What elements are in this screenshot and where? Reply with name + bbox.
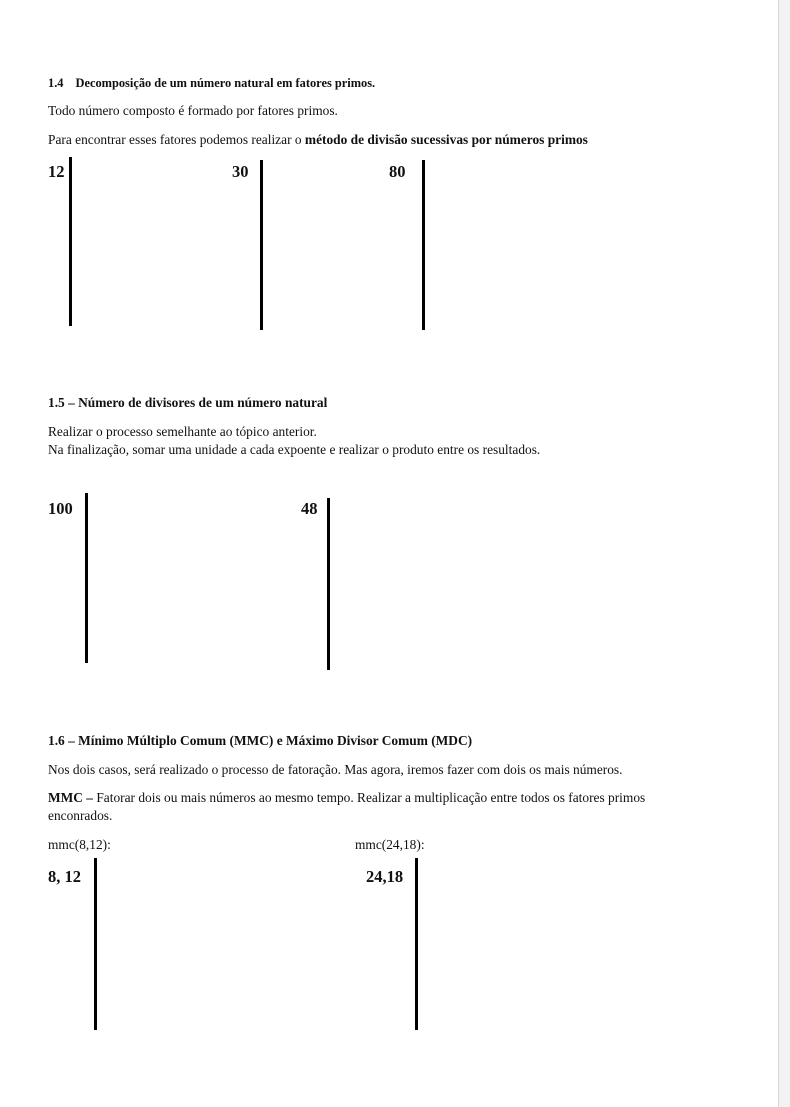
division-line-100	[85, 493, 88, 663]
factor-number-12: 12	[48, 162, 65, 181]
factor-number-100: 100	[48, 499, 73, 518]
section-1-5-heading: 1.5 – Número de divisores de um número natural	[48, 395, 328, 410]
mmc-definition-text: Fatorar dois ou mais números ao mesmo tempo. Realizar a multiplicação entre todos os fatores primos	[93, 790, 646, 805]
section-1-4-number: 1.4	[48, 76, 64, 90]
section-1-4-method-name: método de divisão sucessivas por números primos	[304, 132, 588, 147]
division-line-8-12	[94, 858, 97, 1030]
division-line-12	[69, 157, 72, 326]
section-1-6-heading: 1.6 – Mínimo Múltiplo Comum (MMC) e Máximo Divisor Comum (MDC)	[48, 733, 473, 748]
section-1-4-heading	[48, 75, 375, 91]
mmc-definition-line-1	[48, 790, 645, 806]
section-1-5-line-2: Na finalização, somar uma unidade a cada expoente e realizar o produto entre os resultados.	[48, 442, 541, 457]
division-line-48	[327, 498, 330, 670]
section-1-6-paragraph-1: Nos dois casos, será realizado o processo de fatoração. Mas agora, iremos fazer com dois os mais números.	[48, 762, 623, 777]
section-1-5-line-1: Realizar o processo semelhante ao tópico anterior.	[48, 424, 317, 439]
division-line-80	[422, 160, 425, 330]
mmc-example-2-numbers: 24,18	[366, 867, 404, 886]
page-edge	[778, 0, 779, 1107]
section-1-4-paragraph-2-text: Para encontrar esses fatores podemos realizar o	[48, 132, 305, 147]
division-line-30	[260, 160, 263, 330]
factor-number-80: 80	[389, 162, 406, 181]
section-1-4-paragraph-2	[48, 132, 588, 148]
mmc-example-1-label: mmc(8,12):	[48, 837, 111, 852]
factor-number-48: 48	[301, 499, 318, 518]
mmc-example-2-label: mmc(24,18):	[355, 837, 425, 852]
section-1-4-title: Decomposição de um número natural em fatores primos.	[75, 76, 376, 90]
factor-number-30: 30	[232, 162, 249, 181]
mmc-definition-line-2: enconrados.	[48, 808, 113, 823]
division-line-24-18	[415, 858, 418, 1030]
mmc-label: MMC –	[48, 790, 93, 805]
mmc-example-1-numbers: 8, 12	[48, 867, 81, 886]
section-1-4-paragraph-1: Todo número composto é formado por fatores primos.	[48, 103, 338, 118]
